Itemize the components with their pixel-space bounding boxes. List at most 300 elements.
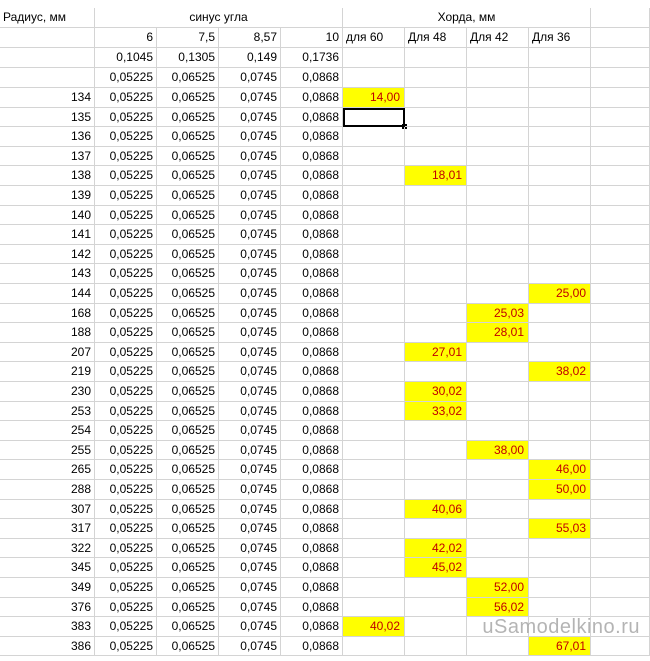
- radius-cell[interactable]: [0, 88, 95, 108]
- chord-48-cell[interactable]: [405, 88, 467, 108]
- chord-60-cell[interactable]: [343, 147, 405, 167]
- chord-36-cell[interactable]: [529, 382, 591, 402]
- sine-cell[interactable]: [157, 421, 219, 441]
- chord-36-cell[interactable]: [529, 343, 591, 363]
- sine-cell[interactable]: 0,05225: [95, 68, 157, 88]
- empty-cell[interactable]: [0, 48, 95, 68]
- chord-60-cell[interactable]: [343, 206, 405, 226]
- chord-42-cell[interactable]: [467, 460, 529, 480]
- chord-60-cell[interactable]: [343, 245, 405, 265]
- sine-cell[interactable]: [95, 362, 157, 382]
- sine-cell[interactable]: 0,149: [219, 48, 281, 68]
- empty-cell[interactable]: [591, 68, 650, 88]
- sine-cell[interactable]: [219, 558, 281, 578]
- sine-cell[interactable]: [219, 88, 281, 108]
- chord-42-cell[interactable]: [467, 500, 529, 520]
- sine-cell[interactable]: [95, 558, 157, 578]
- chord-60-cell[interactable]: [343, 264, 405, 284]
- sine-cell[interactable]: [157, 147, 219, 167]
- sine-cell[interactable]: [281, 402, 343, 422]
- empty-cell[interactable]: [591, 519, 650, 539]
- sine-cell[interactable]: [95, 382, 157, 402]
- sine-cell[interactable]: [157, 500, 219, 520]
- chord-36-cell[interactable]: [529, 284, 591, 304]
- sine-cell[interactable]: [95, 637, 157, 657]
- sine-cell[interactable]: [219, 382, 281, 402]
- radius-cell[interactable]: [0, 637, 95, 657]
- sine-cell[interactable]: 0,0745: [219, 68, 281, 88]
- sine-cell[interactable]: [281, 323, 343, 343]
- chord-36-cell[interactable]: [529, 264, 591, 284]
- radius-cell[interactable]: [0, 127, 95, 147]
- sine-cell[interactable]: [281, 284, 343, 304]
- chord-36-cell[interactable]: [529, 480, 591, 500]
- radius-cell[interactable]: [0, 441, 95, 461]
- sine-cell[interactable]: [281, 127, 343, 147]
- sine-cell[interactable]: [157, 460, 219, 480]
- sine-cell[interactable]: [95, 460, 157, 480]
- chord-60-cell[interactable]: [343, 382, 405, 402]
- sine-cell[interactable]: [219, 166, 281, 186]
- sine-cell[interactable]: [281, 637, 343, 657]
- sine-cell[interactable]: [281, 500, 343, 520]
- sine-cell[interactable]: [95, 108, 157, 128]
- chord-42-cell[interactable]: [467, 225, 529, 245]
- chord-48-cell[interactable]: [405, 480, 467, 500]
- chord-60-cell[interactable]: [343, 539, 405, 559]
- sine-cell[interactable]: [281, 617, 343, 637]
- chord-42-cell[interactable]: [467, 421, 529, 441]
- sine-cell[interactable]: [157, 539, 219, 559]
- empty-cell[interactable]: [529, 48, 591, 68]
- sine-cell[interactable]: [95, 421, 157, 441]
- sine-cell[interactable]: [281, 421, 343, 441]
- sine-cell[interactable]: [219, 108, 281, 128]
- sine-cell[interactable]: [95, 539, 157, 559]
- empty-cell[interactable]: [343, 48, 405, 68]
- sine-cell[interactable]: [157, 441, 219, 461]
- sine-cell[interactable]: [157, 362, 219, 382]
- empty-cell[interactable]: [467, 48, 529, 68]
- chord-60-cell[interactable]: [343, 127, 405, 147]
- chord-60-cell[interactable]: [343, 402, 405, 422]
- chord-column-label[interactable]: Для 48: [405, 28, 467, 48]
- chord-36-cell[interactable]: [529, 225, 591, 245]
- chord-48-cell[interactable]: [405, 578, 467, 598]
- chord-36-cell[interactable]: [529, 500, 591, 520]
- sine-cell[interactable]: [157, 88, 219, 108]
- chord-60-cell[interactable]: [343, 598, 405, 618]
- chord-36-cell[interactable]: [529, 88, 591, 108]
- chord-48-cell[interactable]: [405, 206, 467, 226]
- chord-42-cell[interactable]: [467, 382, 529, 402]
- empty-cell[interactable]: [591, 8, 650, 28]
- empty-cell[interactable]: [591, 558, 650, 578]
- empty-cell[interactable]: [467, 68, 529, 88]
- empty-cell[interactable]: [591, 147, 650, 167]
- chord-36-cell[interactable]: [529, 186, 591, 206]
- sine-cell[interactable]: [95, 225, 157, 245]
- sine-cell[interactable]: [95, 127, 157, 147]
- radius-cell[interactable]: [0, 598, 95, 618]
- sine-cell[interactable]: [219, 245, 281, 265]
- empty-cell[interactable]: [591, 323, 650, 343]
- radius-cell[interactable]: [0, 245, 95, 265]
- sine-cell[interactable]: [219, 225, 281, 245]
- radius-cell[interactable]: [0, 166, 95, 186]
- chord-42-cell[interactable]: [467, 284, 529, 304]
- chord-48-cell[interactable]: [405, 186, 467, 206]
- sine-cell[interactable]: [281, 578, 343, 598]
- chord-48-cell[interactable]: [405, 284, 467, 304]
- empty-cell[interactable]: [591, 441, 650, 461]
- sine-cell[interactable]: 0,1305: [157, 48, 219, 68]
- empty-cell[interactable]: [343, 68, 405, 88]
- empty-cell[interactable]: [591, 186, 650, 206]
- chord-60-cell[interactable]: [343, 558, 405, 578]
- sine-cell[interactable]: [281, 147, 343, 167]
- empty-cell[interactable]: [591, 343, 650, 363]
- chord-42-cell[interactable]: [467, 323, 529, 343]
- chord-36-cell[interactable]: [529, 558, 591, 578]
- chord-48-cell[interactable]: [405, 500, 467, 520]
- empty-cell[interactable]: [591, 28, 650, 48]
- chord-42-cell[interactable]: [467, 519, 529, 539]
- chord-48-cell[interactable]: [405, 147, 467, 167]
- empty-cell[interactable]: [529, 68, 591, 88]
- empty-cell[interactable]: [405, 68, 467, 88]
- radius-cell[interactable]: [0, 284, 95, 304]
- chord-36-cell[interactable]: [529, 108, 591, 128]
- empty-cell[interactable]: [591, 539, 650, 559]
- chord-column-label[interactable]: Для 36: [529, 28, 591, 48]
- chord-42-cell[interactable]: [467, 539, 529, 559]
- chord-42-cell[interactable]: [467, 147, 529, 167]
- chord-36-cell[interactable]: [529, 323, 591, 343]
- empty-cell[interactable]: [591, 88, 650, 108]
- sine-cell[interactable]: [157, 637, 219, 657]
- sine-cell[interactable]: [219, 127, 281, 147]
- chord-36-cell[interactable]: [529, 147, 591, 167]
- sine-cell[interactable]: [95, 480, 157, 500]
- chord-36-cell[interactable]: [529, 127, 591, 147]
- chord-42-cell[interactable]: [467, 186, 529, 206]
- sine-cell[interactable]: [281, 480, 343, 500]
- sine-cell[interactable]: [95, 617, 157, 637]
- chord-column-label[interactable]: Для 42: [467, 28, 529, 48]
- sine-cell[interactable]: [281, 108, 343, 128]
- chord-60-cell[interactable]: [343, 323, 405, 343]
- sine-cell[interactable]: [95, 147, 157, 167]
- chord-header[interactable]: Хорда, мм: [343, 8, 591, 28]
- sine-header[interactable]: синус угла: [95, 8, 343, 28]
- sine-cell[interactable]: [157, 127, 219, 147]
- sine-cell[interactable]: [281, 245, 343, 265]
- chord-42-cell[interactable]: [467, 108, 529, 128]
- sine-cell[interactable]: [95, 441, 157, 461]
- sine-cell[interactable]: [219, 637, 281, 657]
- empty-cell[interactable]: [591, 460, 650, 480]
- empty-cell[interactable]: [591, 480, 650, 500]
- sine-cell[interactable]: [281, 441, 343, 461]
- radius-cell[interactable]: [0, 362, 95, 382]
- empty-cell[interactable]: [591, 166, 650, 186]
- radius-cell[interactable]: [0, 186, 95, 206]
- sine-cell[interactable]: [219, 460, 281, 480]
- sine-cell[interactable]: [157, 598, 219, 618]
- sine-cell[interactable]: [281, 225, 343, 245]
- sine-cell[interactable]: [219, 304, 281, 324]
- sine-cell[interactable]: [95, 598, 157, 618]
- sine-cell[interactable]: [219, 578, 281, 598]
- chord-60-cell[interactable]: [343, 304, 405, 324]
- chord-36-cell[interactable]: [529, 441, 591, 461]
- radius-cell[interactable]: [0, 304, 95, 324]
- sine-cell[interactable]: [157, 245, 219, 265]
- chord-36-cell[interactable]: [529, 539, 591, 559]
- sine-cell[interactable]: [95, 500, 157, 520]
- sine-cell[interactable]: [219, 362, 281, 382]
- sine-cell[interactable]: [95, 343, 157, 363]
- sine-cell[interactable]: [157, 617, 219, 637]
- sine-cell[interactable]: [219, 147, 281, 167]
- chord-36-cell[interactable]: [529, 206, 591, 226]
- chord-48-cell[interactable]: [405, 598, 467, 618]
- radius-header[interactable]: Радиус, мм: [0, 8, 95, 28]
- sine-cell[interactable]: [281, 460, 343, 480]
- chord-48-cell[interactable]: [405, 245, 467, 265]
- radius-cell[interactable]: [0, 617, 95, 637]
- chord-60-cell[interactable]: [343, 186, 405, 206]
- sine-cell[interactable]: [281, 304, 343, 324]
- chord-48-cell[interactable]: [405, 637, 467, 657]
- sine-cell[interactable]: [95, 578, 157, 598]
- chord-36-cell[interactable]: [529, 304, 591, 324]
- sine-cell[interactable]: [219, 500, 281, 520]
- angle-cell[interactable]: 8,57: [219, 28, 281, 48]
- radius-cell[interactable]: [0, 460, 95, 480]
- empty-cell[interactable]: [591, 284, 650, 304]
- radius-cell[interactable]: [0, 402, 95, 422]
- chord-36-cell[interactable]: [529, 166, 591, 186]
- radius-cell[interactable]: [0, 323, 95, 343]
- sine-cell[interactable]: [95, 88, 157, 108]
- chord-60-cell[interactable]: [343, 460, 405, 480]
- sine-cell[interactable]: [219, 402, 281, 422]
- chord-48-cell[interactable]: [405, 304, 467, 324]
- chord-48-cell[interactable]: [405, 225, 467, 245]
- sine-cell[interactable]: [219, 539, 281, 559]
- chord-60-cell[interactable]: [343, 166, 405, 186]
- sine-cell[interactable]: 0,1045: [95, 48, 157, 68]
- radius-cell[interactable]: [0, 500, 95, 520]
- sine-cell[interactable]: [95, 206, 157, 226]
- chord-48-cell[interactable]: [405, 382, 467, 402]
- sine-cell[interactable]: [219, 343, 281, 363]
- sine-cell[interactable]: [281, 166, 343, 186]
- chord-36-cell[interactable]: [529, 362, 591, 382]
- radius-cell[interactable]: [0, 558, 95, 578]
- radius-cell[interactable]: [0, 578, 95, 598]
- chord-48-cell[interactable]: [405, 362, 467, 382]
- sine-cell[interactable]: [95, 304, 157, 324]
- sine-cell[interactable]: [281, 598, 343, 618]
- sine-cell[interactable]: [95, 519, 157, 539]
- chord-60-cell[interactable]: [343, 362, 405, 382]
- sine-cell[interactable]: [157, 578, 219, 598]
- empty-cell[interactable]: [591, 225, 650, 245]
- sine-cell[interactable]: [281, 558, 343, 578]
- chord-42-cell[interactable]: [467, 127, 529, 147]
- empty-cell[interactable]: [591, 48, 650, 68]
- radius-cell[interactable]: [0, 108, 95, 128]
- chord-48-cell[interactable]: [405, 323, 467, 343]
- sine-cell[interactable]: [157, 225, 219, 245]
- radius-cell[interactable]: [0, 382, 95, 402]
- chord-60-cell[interactable]: [343, 519, 405, 539]
- sine-cell[interactable]: 0,1736: [281, 48, 343, 68]
- sine-cell[interactable]: [95, 166, 157, 186]
- chord-60-cell[interactable]: [343, 421, 405, 441]
- empty-cell[interactable]: [591, 421, 650, 441]
- sine-cell[interactable]: [219, 617, 281, 637]
- sine-cell[interactable]: [219, 284, 281, 304]
- empty-cell[interactable]: [405, 48, 467, 68]
- sine-cell[interactable]: 0,0868: [281, 68, 343, 88]
- empty-cell[interactable]: [0, 68, 95, 88]
- sine-cell[interactable]: [219, 264, 281, 284]
- radius-cell[interactable]: [0, 539, 95, 559]
- angle-cell[interactable]: 10: [281, 28, 343, 48]
- empty-cell[interactable]: [591, 108, 650, 128]
- sine-cell[interactable]: [157, 480, 219, 500]
- chord-36-cell[interactable]: [529, 598, 591, 618]
- angle-cell[interactable]: 6: [95, 28, 157, 48]
- chord-48-cell[interactable]: [405, 264, 467, 284]
- radius-cell[interactable]: [0, 343, 95, 363]
- sine-cell[interactable]: [157, 402, 219, 422]
- chord-48-cell[interactable]: [405, 539, 467, 559]
- radius-cell[interactable]: [0, 421, 95, 441]
- sine-cell[interactable]: 0,06525: [157, 68, 219, 88]
- empty-cell[interactable]: [591, 245, 650, 265]
- chord-36-cell[interactable]: [529, 519, 591, 539]
- chord-48-cell[interactable]: [405, 402, 467, 422]
- sine-cell[interactable]: [281, 539, 343, 559]
- sine-cell[interactable]: [95, 402, 157, 422]
- chord-42-cell[interactable]: [467, 637, 529, 657]
- chord-42-cell[interactable]: [467, 166, 529, 186]
- chord-48-cell[interactable]: [405, 460, 467, 480]
- sine-cell[interactable]: [157, 519, 219, 539]
- empty-cell[interactable]: [591, 304, 650, 324]
- sine-cell[interactable]: [281, 88, 343, 108]
- chord-42-cell[interactable]: [467, 245, 529, 265]
- sine-cell[interactable]: [281, 519, 343, 539]
- chord-60-cell[interactable]: [343, 88, 405, 108]
- chord-48-cell[interactable]: [405, 441, 467, 461]
- empty-cell[interactable]: [591, 500, 650, 520]
- empty-cell[interactable]: [591, 206, 650, 226]
- chord-36-cell[interactable]: [529, 637, 591, 657]
- sine-cell[interactable]: [95, 284, 157, 304]
- sine-cell[interactable]: [281, 362, 343, 382]
- sine-cell[interactable]: [219, 323, 281, 343]
- chord-42-cell[interactable]: [467, 578, 529, 598]
- sine-cell[interactable]: [157, 206, 219, 226]
- chord-48-cell[interactable]: [405, 166, 467, 186]
- chord-48-cell[interactable]: [405, 127, 467, 147]
- empty-cell[interactable]: [0, 28, 95, 48]
- sine-cell[interactable]: [157, 186, 219, 206]
- chord-42-cell[interactable]: [467, 304, 529, 324]
- radius-cell[interactable]: [0, 206, 95, 226]
- chord-36-cell[interactable]: [529, 460, 591, 480]
- chord-60-cell[interactable]: [343, 441, 405, 461]
- sine-cell[interactable]: [281, 186, 343, 206]
- sine-cell[interactable]: [95, 186, 157, 206]
- chord-48-cell[interactable]: [405, 617, 467, 637]
- sine-cell[interactable]: [281, 382, 343, 402]
- chord-36-cell[interactable]: [529, 578, 591, 598]
- chord-42-cell[interactable]: [467, 480, 529, 500]
- chord-42-cell[interactable]: [467, 598, 529, 618]
- chord-42-cell[interactable]: [467, 264, 529, 284]
- selected-cell[interactable]: [343, 108, 405, 128]
- chord-42-cell[interactable]: [467, 206, 529, 226]
- empty-cell[interactable]: [591, 382, 650, 402]
- sine-cell[interactable]: [157, 304, 219, 324]
- sine-cell[interactable]: [95, 245, 157, 265]
- sine-cell[interactable]: [157, 166, 219, 186]
- sine-cell[interactable]: [219, 441, 281, 461]
- chord-60-cell[interactable]: [343, 500, 405, 520]
- empty-cell[interactable]: [591, 362, 650, 382]
- chord-42-cell[interactable]: [467, 441, 529, 461]
- sine-cell[interactable]: [157, 108, 219, 128]
- chord-column-label[interactable]: для 60: [343, 28, 405, 48]
- chord-60-cell[interactable]: [343, 637, 405, 657]
- chord-36-cell[interactable]: [529, 402, 591, 422]
- sine-cell[interactable]: [219, 480, 281, 500]
- sine-cell[interactable]: [281, 206, 343, 226]
- radius-cell[interactable]: [0, 225, 95, 245]
- sine-cell[interactable]: [157, 558, 219, 578]
- chord-48-cell[interactable]: [405, 343, 467, 363]
- sine-cell[interactable]: [157, 343, 219, 363]
- chord-42-cell[interactable]: [467, 343, 529, 363]
- sine-cell[interactable]: [219, 186, 281, 206]
- sine-cell[interactable]: [219, 206, 281, 226]
- chord-42-cell[interactable]: [467, 402, 529, 422]
- chord-48-cell[interactable]: [405, 558, 467, 578]
- chord-42-cell[interactable]: [467, 362, 529, 382]
- radius-cell[interactable]: [0, 480, 95, 500]
- empty-cell[interactable]: [591, 578, 650, 598]
- sine-cell[interactable]: [157, 284, 219, 304]
- sine-cell[interactable]: [219, 519, 281, 539]
- sine-cell[interactable]: [219, 598, 281, 618]
- sine-cell[interactable]: [219, 421, 281, 441]
- sine-cell[interactable]: [281, 264, 343, 284]
- sine-cell[interactable]: [95, 264, 157, 284]
- empty-cell[interactable]: [591, 637, 650, 657]
- sine-cell[interactable]: [157, 264, 219, 284]
- angle-cell[interactable]: 7,5: [157, 28, 219, 48]
- sine-cell[interactable]: [157, 382, 219, 402]
- radius-cell[interactable]: [0, 264, 95, 284]
- chord-60-cell[interactable]: [343, 225, 405, 245]
